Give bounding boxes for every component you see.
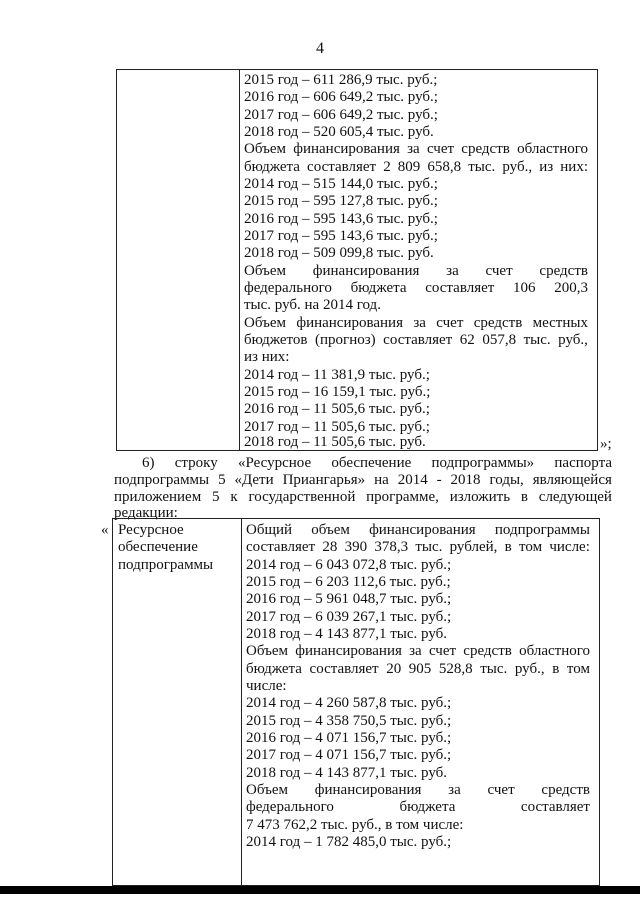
table-line: 2018 год – 4 143 877,1 тыс. руб. (246, 765, 448, 781)
line-word: счет (426, 141, 455, 157)
table-line: тыс. руб. на 2014 год. (244, 297, 381, 313)
paragraph-word: следующей (538, 489, 612, 505)
line-word: тыс. (468, 159, 496, 175)
paragraph-line-1 (142, 455, 612, 472)
table-line: из них: (244, 349, 290, 365)
line-word: за (407, 141, 420, 157)
table-line (244, 141, 588, 158)
line-word: составляет (425, 280, 495, 296)
table-line (244, 332, 588, 349)
table-line (246, 799, 590, 816)
paragraph-word: на (374, 472, 389, 488)
table-line (246, 661, 590, 678)
line-word: в (552, 661, 560, 677)
line-word: руб., (502, 159, 533, 175)
line-word: Объем (244, 315, 286, 331)
line-word: за (413, 315, 426, 331)
table-line: 2016 год – 11 505,6 тыс. руб.; (244, 401, 430, 417)
line-word: подпрограммы (494, 522, 590, 538)
table-line (244, 159, 588, 176)
line-word: за (409, 643, 422, 659)
line-word: в (504, 539, 512, 555)
line-word: 20 (386, 661, 402, 677)
table-line: 2014 год – 4 260 587,8 тыс. руб.; (246, 695, 452, 711)
left-cell-line: Ресурсное (118, 522, 184, 538)
paragraph-word: 2014 (397, 472, 428, 488)
scan-edge-bar (0, 886, 640, 894)
line-word: руб., (558, 332, 588, 348)
table-line (246, 522, 590, 539)
line-word: Объем (246, 782, 288, 798)
table-line: 2016 год – 606 649,2 тыс. руб.; (244, 89, 438, 105)
table-line: 2015 год – 611 286,9 тыс. руб.; (244, 72, 438, 88)
table-line: 2016 год – 5 961 048,7 тыс. руб.; (246, 591, 452, 607)
paragraph-word: 5 (218, 472, 226, 488)
line-word: финансирования (296, 315, 403, 331)
line-word: 106 (513, 280, 536, 296)
line-word: бюджета (399, 799, 456, 815)
line-word: за (446, 263, 459, 279)
line-word: Объем (246, 643, 288, 659)
line-word: 905 (408, 661, 432, 677)
line-word: областного (517, 141, 588, 157)
line-word: Объем (244, 141, 286, 157)
line-word: за (448, 782, 461, 798)
table-line: 2014 год – 515 144,0 тыс. руб.; (244, 176, 438, 192)
line-word: счет (428, 643, 457, 659)
paragraph-word: обеспечение (331, 455, 412, 471)
line-word: финансирования (295, 643, 402, 659)
closing-quote: »; (600, 436, 612, 452)
paragraph-word: государственной (248, 489, 356, 505)
line-word: областного (519, 643, 590, 659)
paragraph-line-4: редакции: (114, 505, 178, 521)
table-line: 2015 год – 4 358 750,5 тыс. руб.; (246, 713, 452, 729)
paragraph-line-3 (114, 489, 612, 506)
line-word: 378,3 (374, 539, 409, 555)
table-line: 2018 год – 509 099,8 тыс. руб. (244, 245, 434, 261)
line-word: финансирования (314, 782, 422, 798)
line-word: местных (532, 315, 588, 331)
paragraph-word: строку (174, 455, 218, 471)
table-line: 2016 год – 4 071 156,7 тыс. руб.; (246, 730, 452, 746)
table-line: 2014 год – 11 381,9 тыс. руб.; (244, 367, 430, 383)
line-word: составляет (520, 799, 590, 815)
table-line: 2018 год – 520 605,4 тыс. руб. (244, 124, 434, 140)
paragraph-word: в (520, 489, 528, 505)
paragraph-word: подпрограммы» (431, 455, 535, 471)
table-line: 2014 год – 1 782 485,0 тыс. руб.; (246, 834, 452, 850)
table-line: 2018 год – 4 143 877,1 тыс. руб. (246, 626, 448, 642)
table-line: 2018 год – 11 505,6 тыс. руб. (244, 434, 426, 450)
paragraph-word: - (436, 472, 442, 488)
line-word: 658,8 (427, 159, 462, 175)
table-line (244, 315, 588, 332)
line-word: бюджета (350, 280, 407, 296)
paragraph-word: приложением (114, 489, 202, 505)
paragraph-word: Приангарья» (282, 472, 366, 488)
table-line: 7 473 762,2 тыс. руб., в том числе: (246, 817, 464, 833)
line-word: 809 (397, 159, 421, 175)
left-cell-line: обеспечение (118, 539, 198, 555)
line-word: финансирования (293, 141, 400, 157)
table-line (246, 539, 590, 556)
line-word: рублей, (449, 539, 498, 555)
page-number: 4 (316, 40, 324, 57)
paragraph-word: программе, (366, 489, 439, 505)
table-line (244, 280, 588, 297)
line-word: Объем (244, 263, 286, 279)
line-word: тыс. (523, 332, 551, 348)
line-word: средств (539, 263, 588, 279)
line-word: том (519, 539, 543, 555)
table-line: 2014 год – 6 043 072,8 тыс. руб.; (246, 557, 452, 573)
line-word: бюджета (244, 159, 300, 175)
line-word: 62 (459, 332, 475, 348)
line-word: бюджета (246, 661, 302, 677)
line-word: том (566, 661, 590, 677)
table-line: 2016 год – 595 143,6 тыс. руб.; (244, 211, 438, 227)
line-word: средств (463, 643, 512, 659)
line-word: объем (311, 522, 350, 538)
paragraph-word: 6) (142, 455, 155, 471)
line-word: средств (473, 315, 523, 331)
line-word: из (539, 159, 554, 175)
paragraph-word: «Ресурсное (237, 455, 312, 471)
table-column-divider (239, 70, 240, 450)
line-word: Общий (246, 522, 293, 538)
table-line: 2017 год – 4 071 156,7 тыс. руб.; (246, 747, 452, 763)
line-word: составляет (246, 539, 316, 555)
line-word: (прогноз) (315, 332, 376, 348)
table-line: 2015 год – 16 159,1 тыс. руб.; (244, 384, 431, 400)
table-line (244, 263, 588, 280)
line-word: 28 (322, 539, 338, 555)
line-word: составляет (309, 661, 379, 677)
line-word: финансирования (369, 522, 476, 538)
line-word: числе: (549, 539, 590, 555)
table-line: 2015 год – 595 127,8 тыс. руб.; (244, 193, 438, 209)
paragraph-word: годы, (489, 472, 524, 488)
line-word: 2 (383, 159, 391, 175)
table-column-divider (241, 519, 242, 885)
line-word: 200,3 (554, 280, 588, 296)
paragraph-word: 5 (212, 489, 220, 505)
line-word: счет (485, 263, 513, 279)
table-line: числе: (246, 678, 287, 694)
table-line (246, 643, 590, 660)
line-word: руб., (514, 661, 545, 677)
table-line: 2015 год – 6 203 112,6 тыс. руб.; (246, 574, 451, 590)
opening-quote: « (101, 522, 109, 538)
paragraph-word: изложить (449, 489, 511, 505)
table-line: 2017 год – 11 505,6 тыс. руб.; (244, 419, 430, 435)
line-word: 390 (344, 539, 368, 555)
paragraph-word: подпрограммы (114, 472, 210, 488)
line-word: составляет (307, 159, 377, 175)
line-word: счет (487, 782, 515, 798)
paragraph-word: к (230, 489, 238, 505)
line-word: средств (461, 141, 510, 157)
paragraph-line-2 (114, 472, 612, 489)
table-line: 2017 год – 606 649,2 тыс. руб.; (244, 107, 438, 123)
line-word: федерального (244, 280, 332, 296)
line-word: финансирования (312, 263, 420, 279)
line-word: счет (436, 315, 464, 331)
paragraph-word: «Дети (234, 472, 274, 488)
table-line (246, 782, 590, 799)
line-word: тыс. (415, 539, 443, 555)
paragraph-word: паспорта (554, 455, 612, 471)
line-word: бюджетов (244, 332, 308, 348)
table-line: 2017 год – 595 143,6 тыс. руб.; (244, 228, 438, 244)
line-word: 057,8 (482, 332, 517, 348)
line-word: средств (541, 782, 590, 798)
paragraph-word: являющейся (532, 472, 612, 488)
line-word: них: (560, 159, 588, 175)
line-word: тыс. (480, 661, 508, 677)
paragraph-word: 2018 (450, 472, 481, 488)
line-word: федерального (246, 799, 334, 815)
table-line: 2017 год – 6 039 267,1 тыс. руб.; (246, 609, 452, 625)
line-word: 528,8 (438, 661, 473, 677)
left-cell-line: подпрограммы (118, 557, 214, 573)
line-word: составляет (383, 332, 453, 348)
